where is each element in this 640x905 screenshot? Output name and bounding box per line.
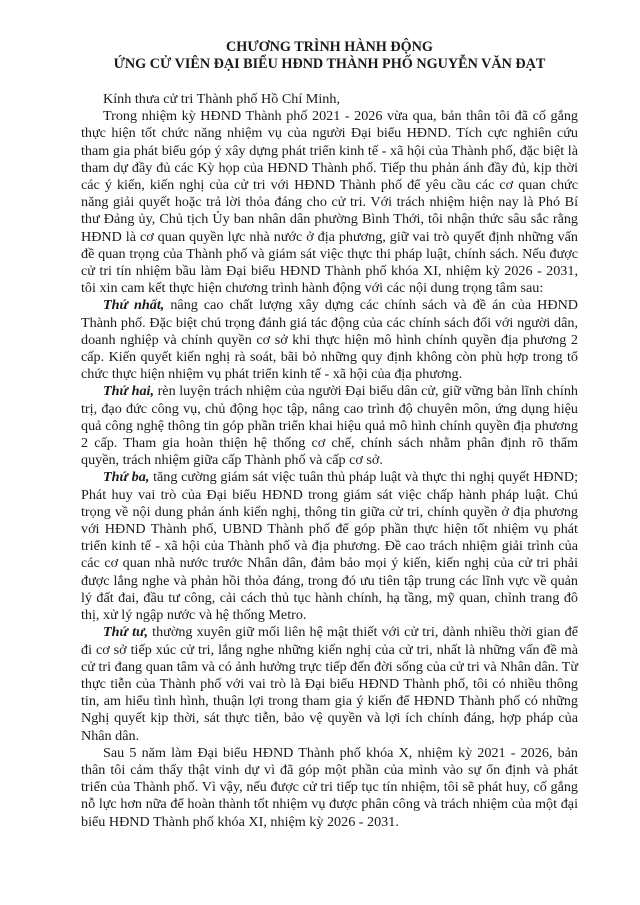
greeting: Kính thưa cử tri Thành phố Hồ Chí Minh, (103, 91, 340, 107)
point-3-lead: Thứ ba, (103, 469, 150, 486)
point-4-text: thường xuyên giữ mối liên hệ mật thiết với cử tri, dành nhiều thời gian để đi cơ sở tiếp xúc cử tri, lắng nghe những kiến nghị của cử tri, nhất là những vấn đề mà cử tri đang quan tâm và có ảnh hưởng trực tiếp đến đời sống của cử tri và Nhân dân. Từ thực tiễn của Thành phố với vai trò là Đại biểu HĐND Thành phố, tôi có nhiều thông tin, am hiểu tình hình, thuận lợi trong tham gia ý kiến để HĐND Thành phố có những Nghị quyết kịp thời, sát thực tiễn, bảo vệ quyền và lợi ích chính đáng, hợp pháp của Nhân dân. (81, 624, 578, 744)
document-title-line-2: ỨNG CỬ VIÊN ĐẠI BIỂU HĐND THÀNH PHỐ NGUYỄN VĂN ĐẠT (113, 56, 546, 72)
document-body (81, 91, 578, 831)
point-2-paragraph (81, 383, 578, 469)
point-4-lead: Thứ tư, (103, 624, 149, 641)
point-2-lead: Thứ hai, (103, 383, 154, 400)
point-1-lead: Thứ nhất, (103, 297, 165, 314)
document-title-line-1: CHƯƠNG TRÌNH HÀNH ĐỘNG (226, 39, 433, 55)
point-3-paragraph (81, 469, 578, 624)
closing-paragraph: Sau 5 năm làm Đại biểu HĐND Thành phố khóa X, nhiệm kỳ 2021 - 2026, bản thân tôi cảm thấy thật vinh dự vì đã góp một phần của mình vào sự ổn định và phát triển của Thành phố. Vì vậy, nếu được cử tri tiếp tục tín nhiệm, tôi sẽ phát huy, cố gắng nỗ lực hơn nữa để hoàn thành tốt nhiệm vụ được phân công và trách nhiệm của một đại biểu HĐND Thành phố khóa XI, nhiệm kỳ 2026 - 2031. (81, 744, 578, 830)
point-4-paragraph (81, 624, 578, 744)
point-1-text: nâng cao chất lượng xây dựng các chính sách và đề án của HĐND Thành phố. Đặc biệt chú trọng đánh giá tác động của các chính sách đối với người dân, doanh nghiệp và chính quyền cơ sở khi thực hiện mô hình chính quyền địa phương 2 cấp. Kiến quyết kiến nghị rà soát, bãi bỏ những quy định không còn phù hợp trong tổ chức thực hiện nhiệm vụ phát triển kinh tế - xã hội của địa phương. (81, 297, 578, 383)
point-1-paragraph (81, 297, 578, 383)
point-2-text: rèn luyện trách nhiệm của người Đại biểu dân cử, giữ vững bản lĩnh chính trị, đạo đức công vụ, chủ động học tập, nâng cao trình độ chuyên môn, ứng dụng hiệu quả công nghệ thông tin góp phần triển khai hiệu quả mô hình chính quyền địa phương 2 cấp. Tham gia hoàn thiện hệ thống cơ chế, chính sách nhằm phân định rõ thẩm quyền, trách nhiệm giữa cấp Thành phố và cấp cơ sở. (81, 383, 578, 469)
point-3-text: tăng cường giám sát việc tuân thủ pháp luật và thực thi nghị quyết HĐND; Phát huy vai trò của Đại biểu HĐND trong giám sát việc chấp hành pháp luật. Chú trọng về nội dung phản ánh kiến nghị, thông tin giữa cử tri, chính quyền ở địa phương với HĐND Thành phố, UBND Thành phố để góp phần thực hiện tốt nhiệm vụ phát triển kinh tế - xã hội của Thành phố và địa phương. Đề cao trách nhiệm giải trình của các cơ quan nhà nước trước Nhân dân, đảm bảo mọi ý kiến, kiến nghị của cử tri phải được lắng nghe và phản hồi thỏa đáng, trong đó ưu tiên tập trung các lĩnh vực về quản lý đất đai, đầu tư công, cải cách thủ tục hành chính, hạ tầng, mỹ quan, chỉnh trang đô thị, xử lý ngập nước và hệ thống Metro. (81, 469, 578, 624)
intro-paragraph: Trong nhiệm kỳ HĐND Thành phố 2021 - 2026 vừa qua, bản thân tôi đã cố gắng thực hiện tốt chức năng nhiệm vụ của người Đại biểu HĐND. Tích cực nghiên cứu tham gia phát biểu góp ý xây dựng phát triển kinh tế - xã hội của Thành phố, đặc biệt là tham dự đầy đủ các Kỳ họp của HĐND Thành phố. Tiếp thu phản ánh đầy đủ, kịp thời các ý kiến, kiến nghị của cử tri với HĐND Thành phố để yêu cầu các cơ quan chức năng giải quyết hoặc trả lời thỏa đáng cho cử tri. Với trách nhiệm hiện nay là Phó Bí thư Đảng ủy, Chủ tịch Ủy ban nhân dân phường Bình Thới, tôi nhận thức sâu sắc rằng HĐND là cơ quan quyền lực nhà nước ở địa phương, giữ vai trò quyết định những vấn đề quan trọng của Thành phố và giám sát việc thực thi pháp luật, chính sách. Nếu được cử tri tín nhiệm bầu làm Đại biểu HĐND Thành phố khóa XI, nhiệm kỳ 2026 - 2031, tôi xin cam kết thực hiện chương trình hành động với các nội dung trọng tâm sau: (81, 108, 578, 297)
